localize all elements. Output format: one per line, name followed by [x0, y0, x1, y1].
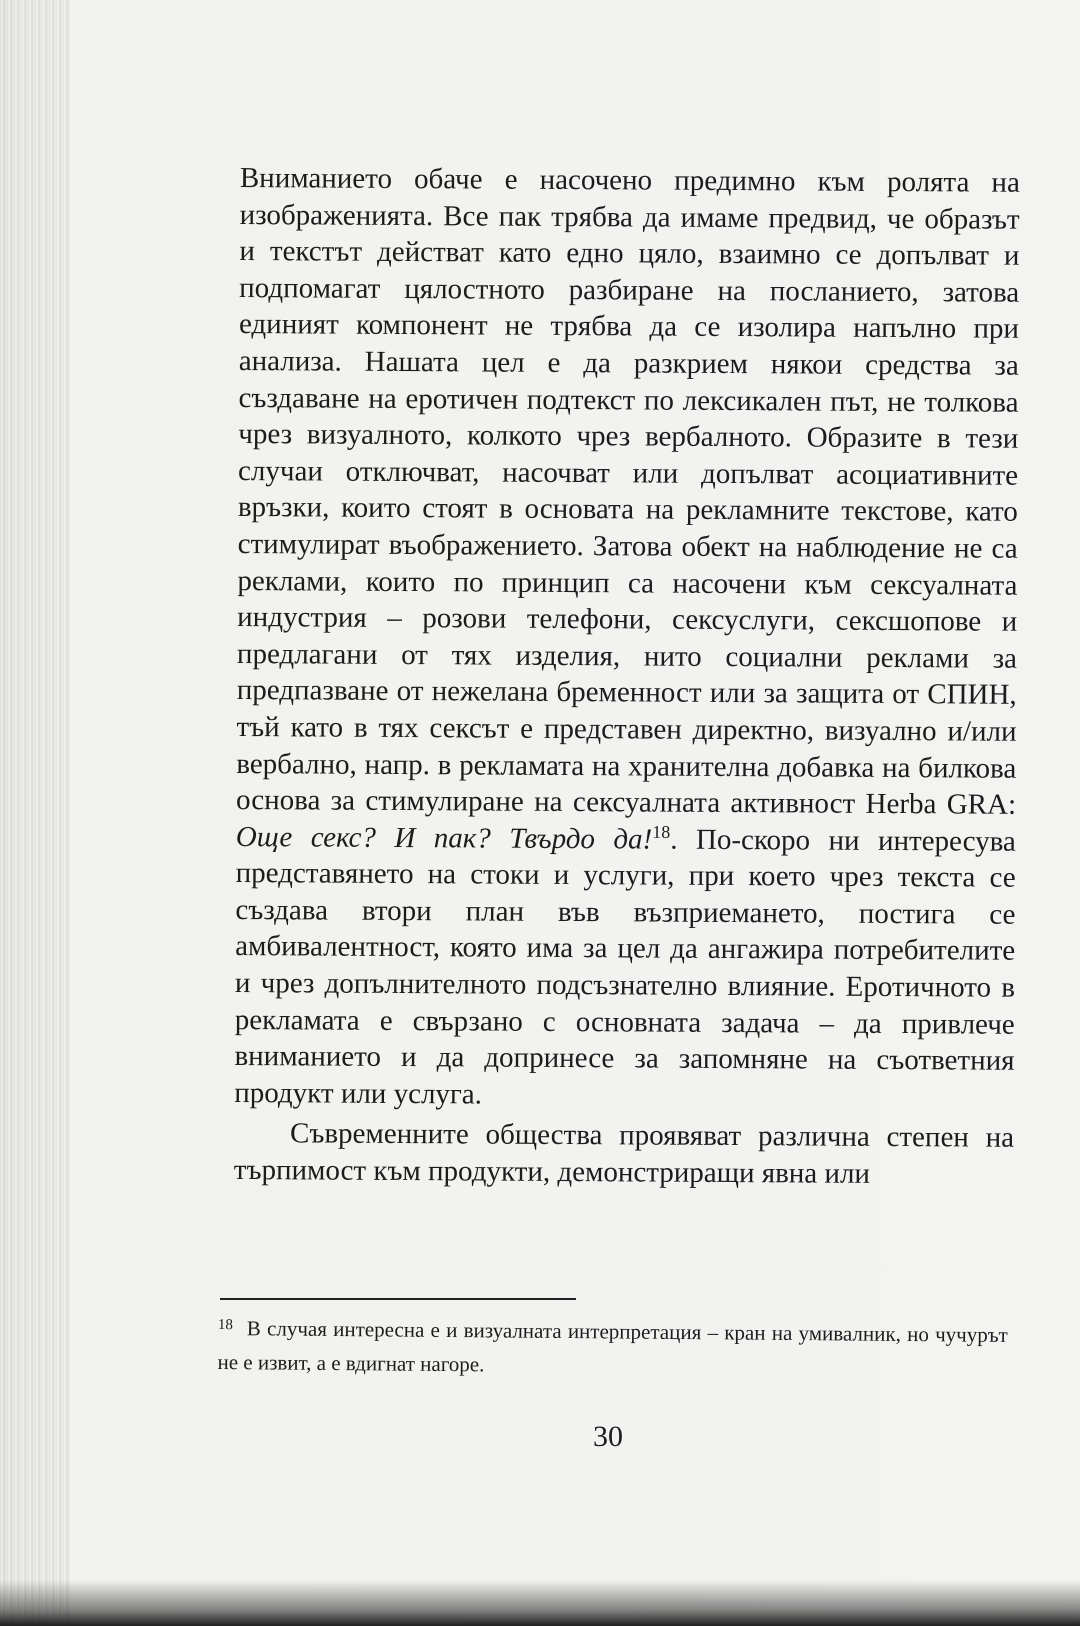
paragraph-1 [234, 160, 1020, 1116]
footnote [217, 1308, 1008, 1386]
main-text [234, 160, 1020, 1193]
footnote-mark: 18 [217, 1316, 233, 1334]
footnote-divider [220, 1298, 576, 1300]
paragraph-1-text: Вниманието обаче е насочено предимно към ролята на изображенията. Все пак трябва да имаме предвид, че образът и текстът действат като едно цяло, взаимно се допълват и подпомагат цялостното разбиране на посланието, затова единият компонент не трябва да се изолира напълно при анализа. Нашата цел е да разкрием някои средства за създаване на еротичен подтекст по лексикален път, не толкова чрез визуалното, колкото чрез вербалното. Образите в тези случаи отключват, насочват или допълват асоциативните връзки, които стоят в основата на рекламните текстове, като стимулират въображението. Затова обект на наблюдение не са реклами, които по принцип са насочени към сексуалната индустрия – розови телефони, сексуслуги, сексшопове и предлагани от тях изделия, нито социални реклами за предпазване от нежелана бременност или за защита от СПИН, тъй като в тях сексът е представен директно, визуално и/или вербално, напр. в рекламата на хранителна добавка на билкова основа за стимулиране на сексуалната активност Herba GRA: [235, 161, 1020, 821]
bottom-shadow [0, 1580, 1080, 1626]
paragraph-2-text: Съвременните общества проявяват различна степен на търпимост към продукти, демонстриращи явна или [233, 1117, 1015, 1190]
page-number: 30 [593, 1420, 623, 1453]
paragraph-1-continuation: . По-скоро ни интересува представянето на стоки и услуги, при което чрез текста се създава втори план във възприемането, постига се амбивалентност, която има за цел да ангажира потребителите и чрез допълнителното подсъзнателно влияние. Еротичното в рекламата е свързано с основната задача – да привлече вниманието и да допринесе за запомняне на съответния продукт или услуга. [234, 823, 1016, 1111]
page-edges [0, 0, 70, 1626]
footnote-text: В случая интересна е и визуалната интерпретация – кран на умивалник, но чучурът не е извит, а е вдигнат нагоре. [217, 1316, 1008, 1377]
italic-quote: Още секс? И пак? Твърдо да! [235, 820, 653, 856]
paragraph-2 [234, 1115, 1014, 1193]
footnote-reference: 18 [652, 821, 671, 842]
